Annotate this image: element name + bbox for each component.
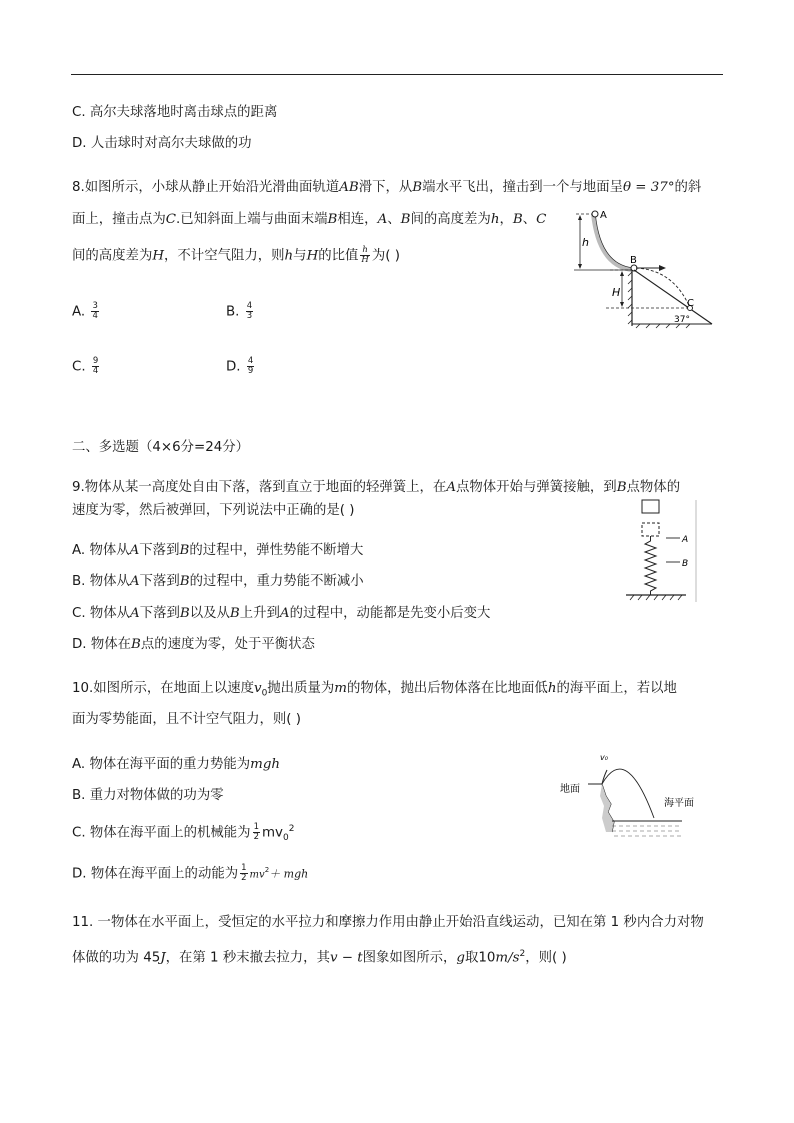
label-sea: 海平面 bbox=[664, 798, 694, 809]
arrow-head bbox=[620, 271, 624, 276]
label-ground: 地面 bbox=[560, 784, 580, 795]
incline bbox=[634, 270, 712, 324]
q9-spring-figure bbox=[622, 496, 702, 604]
q10-option-b: B. 重力对物体做的功为零 bbox=[72, 788, 224, 803]
q8-stem-line2: 面上，撞击点为C.已知斜面上端与曲面末端B相连，A、B间的高度差为h，B、C bbox=[72, 212, 547, 227]
option-fraction: $\frac{9}{4}$ bbox=[92, 356, 99, 376]
q8-option-c: C. $\frac{9}{4}$ bbox=[72, 356, 99, 376]
arrow-head bbox=[578, 264, 582, 269]
block-outline bbox=[642, 523, 659, 536]
q8-option-d: D. $\frac{4}{9}$ bbox=[226, 356, 254, 376]
falling-block bbox=[642, 500, 659, 513]
label-b: B bbox=[630, 255, 637, 266]
section-title: 二、多选题（4×6分=24分） bbox=[72, 440, 250, 455]
label-b: B bbox=[682, 559, 689, 569]
q8-option-b: B. $\frac{4}{3}$ bbox=[226, 301, 253, 321]
ball-at-a bbox=[592, 211, 598, 217]
q9-stem-line2: 速度为零，然后被弹回，下列说法中正确的是( ) bbox=[72, 503, 355, 518]
q11-stem-line2: 体做的功为 45J，在第 1 秒末撤去拉力，其v − t图象如图所示，g取$10m/s^2$，则( ) bbox=[72, 949, 567, 966]
spring bbox=[645, 536, 656, 595]
label-v0: v₀ bbox=[600, 753, 608, 762]
q9-stem-line1: 9.物体从某一高度处自由下落，落到直立于地面的轻弹簧上，在A点物体开始与弹簧接触，到B点物体的 bbox=[72, 480, 681, 495]
q11-stem-line1: 11. 一物体在水平面上，受恒定的水平拉力和摩擦力作用由静止开始沿直线运动，已知在第 1 秒内合力对物 bbox=[72, 915, 704, 930]
q8-ratio-fraction: $\frac{h}{H}$ bbox=[361, 245, 369, 265]
trajectory bbox=[636, 268, 690, 308]
q8-stem-line1: 8.如图所示，小球从静止开始沿光滑曲面轨道AB滑下，从B端水平飞出，撞击到一个与地面呈θ = 37°的斜 bbox=[72, 180, 702, 195]
q9-option-c: C. 物体从A下落到B以及从B上升到A的过程中，动能都是先变小后变大 bbox=[72, 606, 491, 621]
q9-option-d: D. 物体在B点的速度为零，处于平衡状态 bbox=[72, 637, 315, 652]
option-fraction: $\frac{1}{2}$ bbox=[253, 821, 259, 842]
q9-option-b: B. 物体从A下落到B的过程中，重力势能不断减小 bbox=[72, 574, 364, 589]
q10-option-a: A. 物体在海平面的重力势能为mgh bbox=[72, 757, 281, 772]
q8-stem-line3: 间的高度差为H，不计空气阻力，则h与H的比值 $\frac{h}{H}$ 为( ) bbox=[72, 245, 400, 265]
track-hatch bbox=[591, 214, 632, 272]
prev-option-d: D. 人击球时对高尔夫球做的功 bbox=[72, 136, 252, 151]
floor-hatch bbox=[630, 595, 682, 600]
q10-stem-line1: 10.如图所示，在地面上以速度$v_0$抛出质量为m的物体，抛出后物体落在比地面低h的海平面上，若以地 bbox=[72, 681, 677, 699]
q10-option-d: D. 物体在海平面上的动能为 $\frac{1}{2}$ $mv^2+$ mgh bbox=[72, 862, 309, 883]
trajectory bbox=[602, 769, 654, 818]
label-h: h bbox=[582, 236, 589, 249]
arrow-head bbox=[659, 265, 666, 271]
q9-option-a: A. 物体从A下落到B的过程中，弹性势能不断增大 bbox=[72, 543, 364, 558]
q8-incline-figure bbox=[570, 206, 720, 331]
cliff-rock bbox=[600, 784, 614, 832]
q10-cliff-figure bbox=[556, 748, 694, 844]
label-a: A bbox=[682, 535, 689, 545]
option-fraction: $\frac{4}{3}$ bbox=[246, 301, 253, 321]
label-c: C bbox=[687, 298, 694, 309]
q10-stem-line2: 面为零势能面，且不计空气阻力，则( ) bbox=[72, 712, 301, 727]
q10-option-c: C. 物体在海平面上的机械能为 $\frac{1}{2}$ $mv_0^2$ bbox=[72, 821, 295, 844]
q8-option-a: A. $\frac{3}{4}$ bbox=[72, 301, 98, 321]
label-a: A bbox=[600, 210, 607, 221]
prev-option-c: C. 高尔夫球落地时离击球点的距离 bbox=[72, 105, 278, 120]
option-fraction: $\frac{1}{2}$ bbox=[241, 862, 247, 883]
option-fraction: $\frac{4}{9}$ bbox=[247, 356, 254, 376]
header-rule bbox=[71, 74, 723, 75]
arrow-head bbox=[578, 215, 582, 220]
label-H: H bbox=[612, 286, 621, 299]
arrow-head bbox=[620, 302, 624, 307]
option-fraction: $\frac{3}{4}$ bbox=[92, 301, 98, 321]
label-angle: 37° bbox=[674, 315, 690, 325]
